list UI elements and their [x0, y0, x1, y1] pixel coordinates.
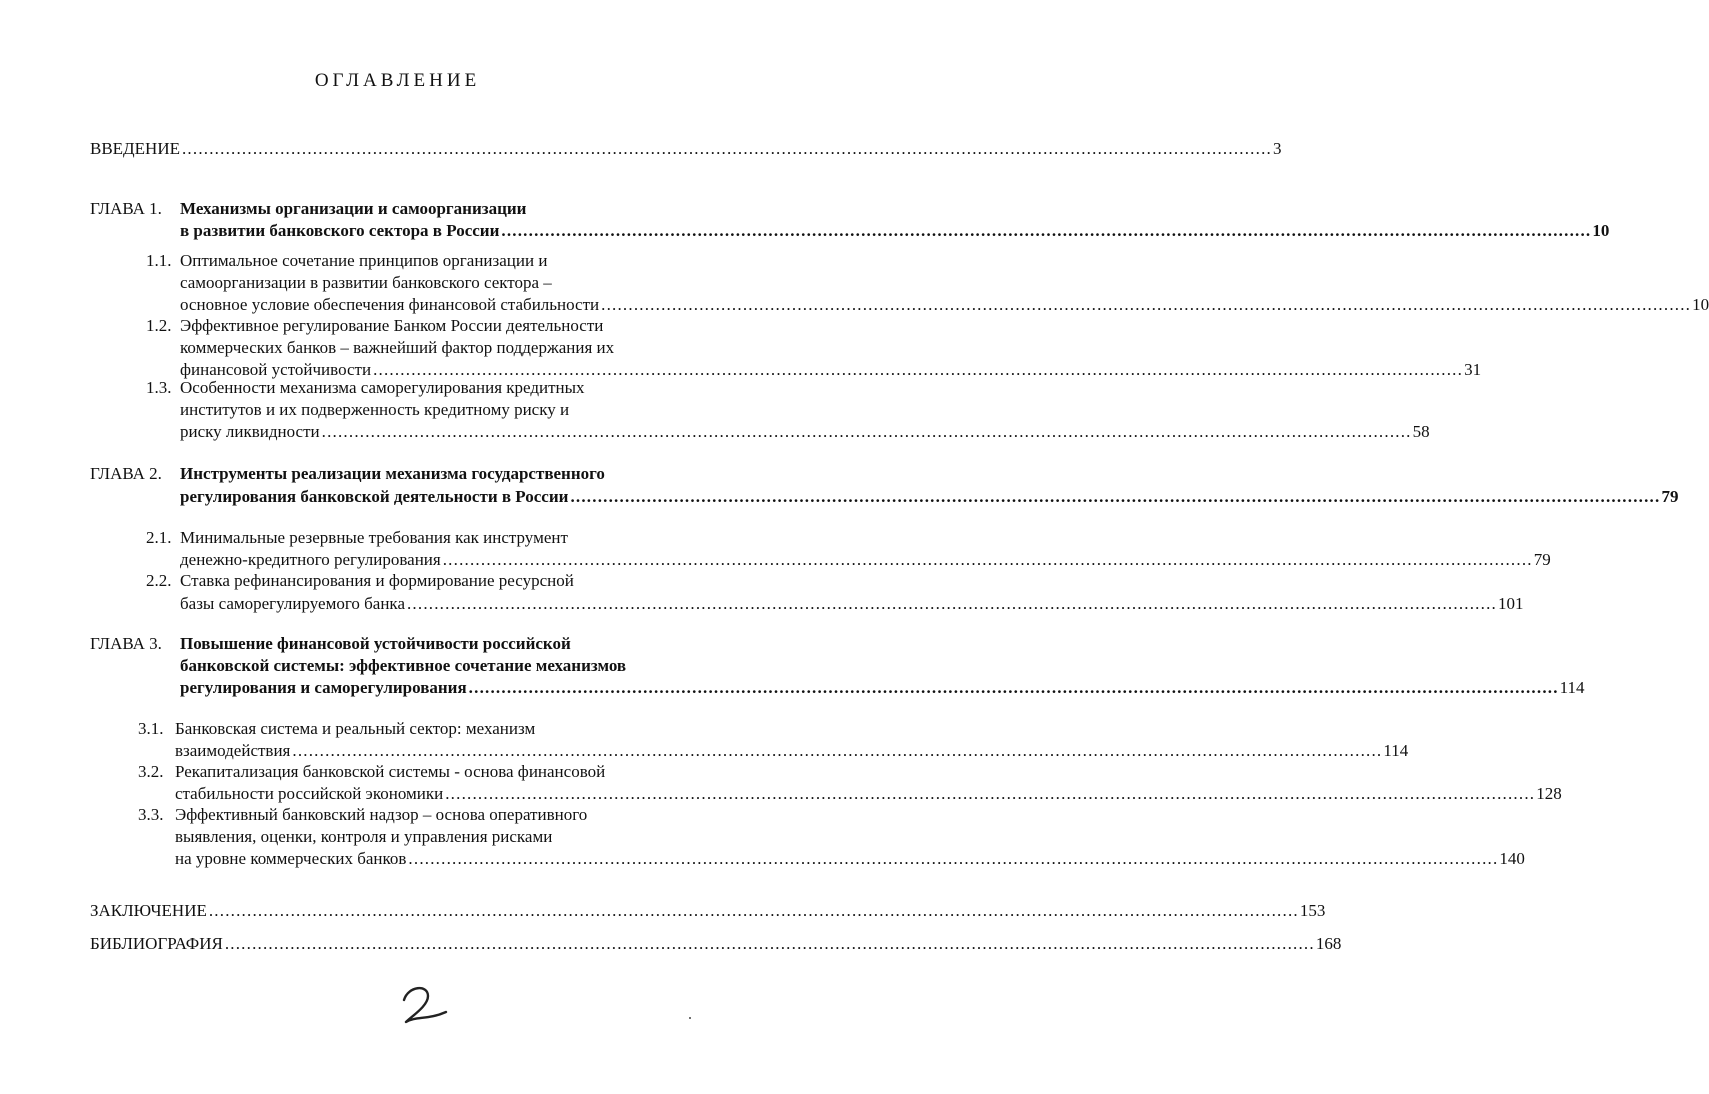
chapter-1-title-line-1[interactable]: Механизмы организации и самоорганизации: [180, 199, 527, 218]
toc-leader-dots: ........................................................................................................................................................................................................: [292, 741, 1383, 760]
chapter-3-number: ГЛАВА 3.: [90, 634, 162, 653]
chapter-1-title-line-2[interactable]: в развитии банковского сектора в России ........................................................................................................................................................................................................ 10: [180, 221, 1610, 240]
toc-page-number: 128: [1536, 784, 1562, 803]
section-1-1-line-1[interactable]: Оптимальное сочетание принципов организации и: [180, 251, 548, 270]
toc-entry-label: ЗАКЛЮЧЕНИЕ: [90, 901, 207, 920]
section-1-3-line-1[interactable]: Особенности механизма саморегулирования кредитных: [180, 378, 585, 397]
toc-page-number: 3: [1272, 139, 1282, 158]
section-1-3-number: 1.3.: [146, 378, 172, 397]
toc-leader-dots: ........................................................................................................................................................................................................: [445, 784, 1536, 803]
toc-leader-dots: ........................................................................................................................................................................................................: [181, 139, 1272, 158]
section-2-2-number: 2.2.: [146, 571, 172, 590]
section-3-1-line-2[interactable]: взаимодействия ........................................................................................................................................................................................................ 114: [175, 741, 1409, 760]
toc-page-number: 79: [1661, 487, 1679, 506]
section-3-2-number: 3.2.: [138, 762, 164, 781]
section-3-2-line-1[interactable]: Рекапитализация банковской системы - основа финансовой: [175, 762, 606, 781]
toc-leader-dots: ........................................................................................................................................................................................................: [373, 360, 1464, 379]
toc-entry-introduction[interactable]: [90, 138, 1282, 160]
toc-leader-dots: ........................................................................................................................................................................................................: [208, 901, 1299, 920]
toc-leader-dots: ........................................................................................................................................................................................................: [570, 487, 1661, 506]
toc-entry-label: БИБЛИОГРАФИЯ: [90, 934, 223, 953]
toc-page-number: 58: [1412, 422, 1430, 441]
section-2-1-line-1[interactable]: Минимальные резервные требования как инструмент: [180, 528, 568, 547]
handwritten-page-number: [398, 982, 454, 1028]
toc-page-number: 114: [1559, 678, 1585, 697]
toc-page-number: 10: [1592, 221, 1610, 240]
section-2-1-line-2[interactable]: денежно-кредитного регулирования ........................................................................................................................................................................................................ 79: [180, 550, 1551, 569]
toc-page-number: 79: [1533, 550, 1551, 569]
section-3-3-line-2[interactable]: выявления, оценки, контроля и управления рисками: [175, 827, 553, 846]
toc-leader-dots: ........................................................................................................................................................................................................: [408, 849, 1499, 868]
section-3-2-line-2[interactable]: стабильности российской экономики ........................................................................................................................................................................................................ 128: [175, 784, 1562, 803]
toc-leader-dots: ........................................................................................................................................................................................................: [501, 221, 1592, 240]
toc-entry-bibliography[interactable]: [90, 933, 1342, 955]
toc-page-number: 101: [1497, 594, 1524, 613]
section-2-1-number: 2.1.: [146, 528, 172, 547]
section-1-1-line-3[interactable]: основное условие обеспечения финансовой стабильности ........................................................................................................................................................................................................ 10: [180, 295, 1709, 314]
chapter-3-title-line-3[interactable]: регулирования и саморегулирования ........................................................................................................................................................................................................ 114: [180, 678, 1585, 697]
chapter-3-title-line-1[interactable]: Повышение финансовой устойчивости российской: [180, 634, 571, 653]
section-3-1-line-1[interactable]: Банковская система и реальный сектор: механизм: [175, 719, 536, 738]
toc-leader-dots: ........................................................................................................................................................................................................: [442, 550, 1533, 569]
section-1-1-number: 1.1.: [146, 251, 172, 270]
toc-entry-conclusion[interactable]: [90, 900, 1326, 922]
toc-leader-dots: ........................................................................................................................................................................................................: [224, 934, 1315, 953]
chapter-2-title-line-1[interactable]: Инструменты реализации механизма государственного: [180, 464, 605, 483]
toc-page-number: 153: [1299, 901, 1326, 920]
section-1-3-line-3[interactable]: риску ликвидности ........................................................................................................................................................................................................ 58: [180, 422, 1430, 441]
section-1-1-line-2[interactable]: самоорганизации в развитии банковского сектора –: [180, 273, 552, 292]
section-3-3-number: 3.3.: [138, 805, 164, 824]
toc-page-number: 168: [1315, 934, 1342, 953]
section-2-2-line-2[interactable]: базы саморегулируемого банка ........................................................................................................................................................................................................ 101: [180, 594, 1524, 613]
toc-page-number: 31: [1464, 360, 1482, 379]
toc-page-number: 140: [1499, 849, 1525, 868]
page-title: ОГЛАВЛЕНИЕ: [314, 70, 481, 91]
toc-leader-dots: ........................................................................................................................................................................................................: [601, 295, 1692, 314]
chapter-2-number: ГЛАВА 2.: [90, 464, 162, 483]
section-1-2-line-2[interactable]: коммерческих банков – важнейший фактор поддержания их: [180, 338, 615, 357]
section-3-3-line-1[interactable]: Эффективный банковский надзор – основа оперативного: [175, 805, 588, 824]
chapter-2-title-line-2[interactable]: регулирования банковской деятельности в России ........................................................................................................................................................................................................ 79: [180, 487, 1679, 506]
toc-page-number: 10: [1692, 295, 1709, 314]
toc-page-number: 114: [1383, 741, 1409, 760]
toc-entry-label: ВВЕДЕНИЕ: [90, 139, 180, 158]
section-2-2-line-1[interactable]: Ставка рефинансирования и формирование ресурсной: [180, 571, 574, 590]
toc-leader-dots: ........................................................................................................................................................................................................: [468, 678, 1559, 697]
toc-leader-dots: ........................................................................................................................................................................................................: [321, 422, 1412, 441]
chapter-1-number: ГЛАВА 1.: [90, 199, 162, 218]
section-1-2-line-1[interactable]: Эффективное регулирование Банком России деятельности: [180, 316, 604, 335]
stray-dot: [689, 1017, 691, 1019]
section-1-2-line-3[interactable]: финансовой устойчивости ........................................................................................................................................................................................................ 31: [180, 360, 1482, 379]
section-1-3-line-2[interactable]: институтов и их подверженность кредитному риску и: [180, 400, 570, 419]
chapter-3-title-line-2[interactable]: банковской системы: эффективное сочетание механизмов: [180, 656, 627, 675]
section-1-2-number: 1.2.: [146, 316, 172, 335]
toc-leader-dots: ........................................................................................................................................................................................................: [406, 594, 1497, 613]
section-3-3-line-3[interactable]: на уровне коммерческих банков ........................................................................................................................................................................................................ 140: [175, 849, 1525, 868]
section-3-1-number: 3.1.: [138, 719, 164, 738]
